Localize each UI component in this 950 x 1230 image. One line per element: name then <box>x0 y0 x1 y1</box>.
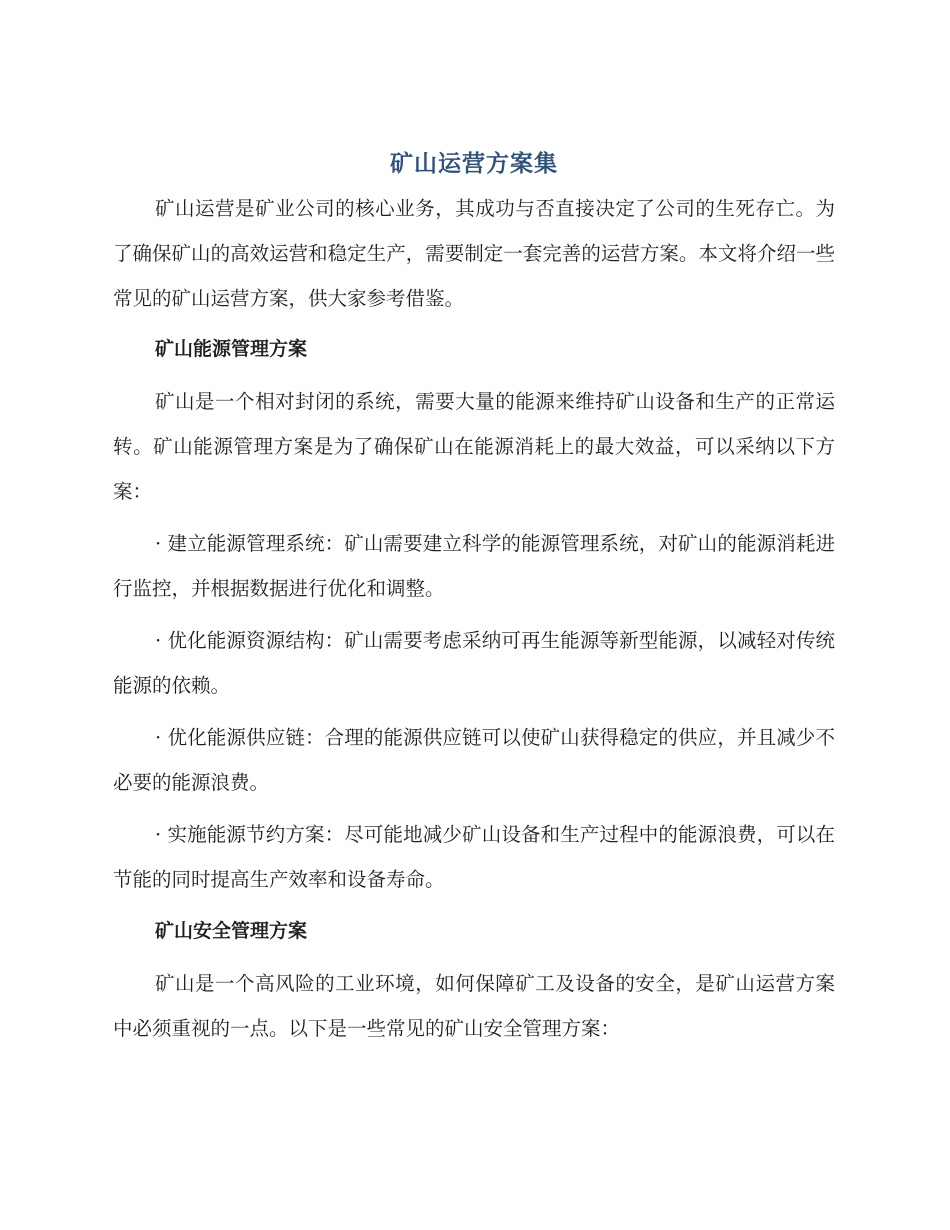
bullet-item: · 优化能源供应链：合理的能源供应链可以使矿山获得稳定的供应，并且减少不必要的能源浪费。 <box>113 726 835 794</box>
section-heading-energy: 矿山能源管理方案 <box>155 338 308 360</box>
document-page <box>113 146 835 1058</box>
section-body-safety: 矿山是一个高风险的工业环境，如何保障矿工及设备的安全，是矿山运营方案中必须重视的一点。以下是一些常见的矿山安全管理方案： <box>113 972 835 1040</box>
intro-paragraph: 矿山运营是矿业公司的核心业务，其成功与否直接决定了公司的生死存亡。为了确保矿山的高效运营和稳定生产，需要制定一套完善的运营方案。本文将介绍一些常见的矿山运营方案，供大家参考借鉴。 <box>113 197 835 310</box>
bullet-item: · 实施能源节约方案：尽可能地减少矿山设备和生产过程中的能源浪费，可以在节能的同时提高生产效率和设备寿命。 <box>113 823 835 891</box>
bullet-item: · 优化能源资源结构：矿山需要考虑采纳可再生能源等新型能源，以减轻对传统能源的依赖。 <box>113 629 835 697</box>
document-title: 矿山运营方案集 <box>390 151 558 177</box>
section-body-energy: 矿山是一个相对封闭的系统，需要大量的能源来维持矿山设备和生产的正常运转。矿山能源管理方案是为了确保矿山在能源消耗上的最大效益，可以采纳以下方案： <box>113 390 835 503</box>
section-heading-safety: 矿山安全管理方案 <box>155 920 308 942</box>
bullet-item: · 建立能源管理系统：矿山需要建立科学的能源管理系统，对矿山的能源消耗进行监控，并根据数据进行优化和调整。 <box>113 532 835 600</box>
